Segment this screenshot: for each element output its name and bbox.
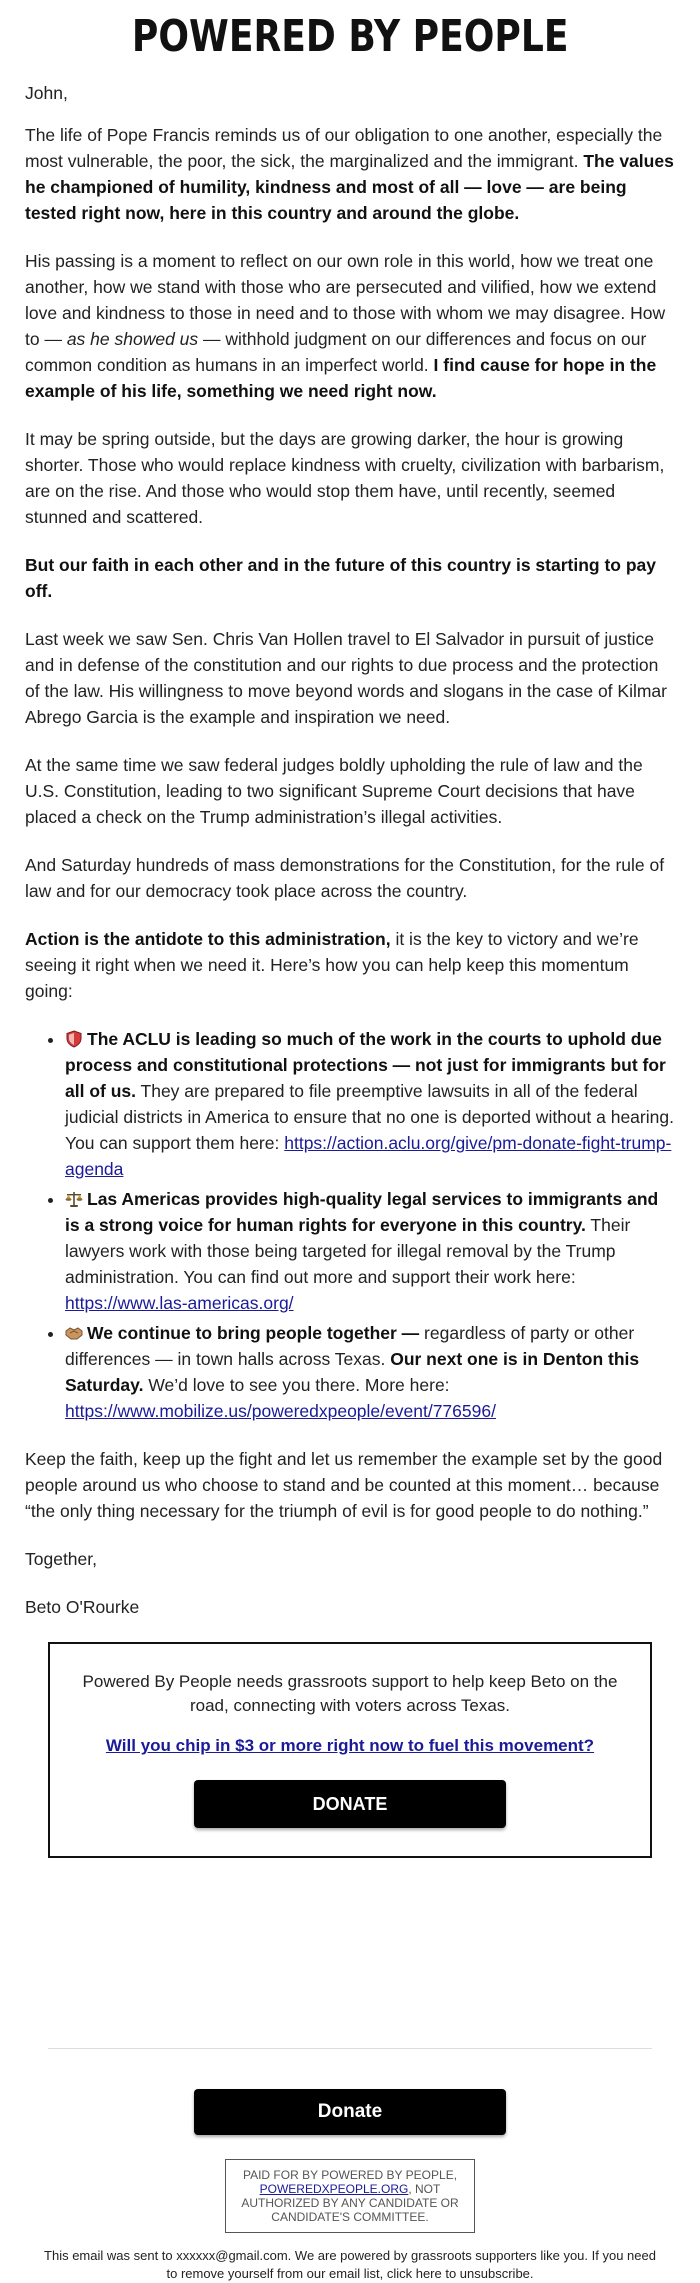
shield-icon bbox=[65, 1029, 83, 1047]
paragraph-4-bold: But our faith in each other and in the future of this country is starting to pay off. bbox=[25, 555, 656, 601]
paragraph-2-bold: I find cause for hope in the example of his life, something we need right now. bbox=[25, 355, 657, 401]
paragraph-8-bold: Action is the antidote to this administration, bbox=[25, 929, 391, 949]
logo-text: POWERED BY PEOPLE bbox=[131, 11, 569, 62]
paragraph-1-bold: The values he championed of humility, kindness and most of all — love — are being tested right now, here in this country and around the globe. bbox=[25, 151, 674, 223]
paragraph-7: And Saturday hundreds of mass demonstrations for the Constitution, for the rule of law and for our democracy took place across the country. bbox=[25, 855, 665, 901]
donate-button-secondary[interactable]: Donate bbox=[194, 2089, 506, 2135]
donate-box-text: Powered By People needs grassroots support to help keep Beto on the road, connecting with voters across Texas. bbox=[82, 1672, 618, 1715]
action-item-las-americas bbox=[65, 1186, 675, 1316]
donate-ask-link[interactable]: Will you chip in $3 or more right now to fuel this movement? bbox=[105, 1736, 595, 1755]
signature: Beto O'Rourke bbox=[25, 1597, 140, 1617]
las-americas-link[interactable]: https://www.las-americas.org/ bbox=[65, 1293, 294, 1313]
paragraph-8 bbox=[25, 926, 675, 1004]
donate-button[interactable]: DONATE bbox=[194, 1780, 506, 1828]
footer-unsubscribe[interactable]: This email was sent to xxxxxx@gmail.com. We are powered by grassroots supporters like you. If you need to remove yourself from our email list, click here to unsubscribe. bbox=[44, 2248, 656, 2281]
action-town-halls-text-2: We’d love to see you there. More here: bbox=[143, 1375, 450, 1395]
closing: Together, bbox=[25, 1549, 97, 1569]
paragraph-5: Last week we saw Sen. Chris Van Hollen travel to El Salvador in pursuit of justice and in defense of the constitution and our rights to due process and the protection of the law. His willingness to move beyond words and slogans in the case of Kilmar Abrego Garcia is the example and inspiration we need. bbox=[25, 629, 667, 727]
action-aclu-text: They are prepared to file preemptive lawsuits in all of the federal judicial districts in America to ensure that no one is deported without a hearing. You can support them here: bbox=[65, 1081, 674, 1153]
scales-icon bbox=[65, 1189, 83, 1207]
action-town-halls-bold-2: Our next one is in Denton this Saturday. bbox=[65, 1349, 640, 1395]
paragraph-8-text: it is the key to victory and we’re seeing it right when we need it. Here’s how you can help keep this momentum going: bbox=[25, 929, 639, 1001]
action-item-aclu bbox=[65, 1026, 675, 1182]
poweredxpeople-link[interactable]: POWEREDXPEOPLE.ORG bbox=[259, 2182, 409, 2196]
action-las-americas-bold: Las Americas provides high-quality legal services to immigrants and is a strong voice for human rights for everyone in this country. bbox=[65, 1189, 659, 1235]
action-town-halls-bold: We continue to bring people together — bbox=[87, 1323, 420, 1343]
paid-for-text-a: PAID FOR BY POWERED BY PEOPLE, bbox=[242, 2168, 458, 2182]
action-aclu-bold: The ACLU is leading so much of the work in the courts to uphold due process and constitutional protections — not just for immigrants but for all of us. bbox=[65, 1029, 666, 1101]
divider bbox=[48, 2048, 652, 2049]
paragraph-2-text-b: — withhold judgment on our differences and focus on our common condition as humans in an imperfect world. bbox=[25, 329, 647, 375]
paragraph-2 bbox=[25, 248, 675, 404]
paid-for-text-b: , NOT AUTHORIZED BY ANY CANDIDATE OR CANDIDATE'S COMMITTEE. bbox=[241, 2182, 459, 2224]
paragraph-4 bbox=[25, 552, 675, 604]
paragraph-2-italic: as he showed us bbox=[66, 329, 199, 349]
handshake-icon bbox=[65, 1323, 83, 1341]
action-las-americas-text: Their lawyers work with those being targeted for illegal removal by the Trump administration. You can find out more and support their work here: bbox=[65, 1215, 631, 1287]
action-town-halls-text: regardless of party or other differences — in town halls across Texas. bbox=[65, 1323, 635, 1369]
donate-box bbox=[48, 1642, 652, 1858]
paragraph-2-text-a: His passing is a moment to reflect on our own role in this world, how we treat one another, how we stand with those who are persecuted and vilified, how we extend love and kindness to those in need and to those with whom we may disagree. How to — bbox=[25, 251, 666, 349]
mobilize-event-link[interactable]: https://www.mobilize.us/poweredxpeople/event/776596/ bbox=[65, 1401, 496, 1421]
paragraph-6: At the same time we saw federal judges boldly upholding the rule of law and the U.S. Constitution, leading to two significant Supreme Court decisions that have placed a check on the Trump administration’s illegal activities. bbox=[25, 755, 643, 827]
donate-ask bbox=[74, 1734, 626, 1758]
paragraph-1-text: The life of Pope Francis reminds us of our obligation to one another, especially the most vulnerable, the poor, the sick, the marginalized and the immigrant. bbox=[25, 125, 663, 171]
logo bbox=[0, 0, 700, 80]
paid-for-disclaimer bbox=[225, 2159, 475, 2233]
paragraph-3: It may be spring outside, but the days are growing darker, the hour is growing shorter. Those who would replace kindness with cruelty, civilization with barbarism, are on the rise. And those who would stop them have, until recently, seemed stunned and scattered. bbox=[25, 429, 665, 527]
action-item-town-halls bbox=[65, 1320, 675, 1424]
action-list bbox=[25, 1026, 675, 1424]
aclu-donate-link[interactable]: https://action.aclu.org/give/pm-donate-fight-trump-agenda bbox=[65, 1133, 672, 1179]
greeting: John, bbox=[25, 83, 68, 103]
letter-body bbox=[0, 80, 700, 1620]
paragraph-9: Keep the faith, keep up the fight and let us remember the example set by the good people around us who choose to stand and be counted at this moment… because “the only thing necessary for the triumph of evil is for good people to do nothing.” bbox=[25, 1449, 663, 1521]
paragraph-1 bbox=[25, 122, 675, 226]
